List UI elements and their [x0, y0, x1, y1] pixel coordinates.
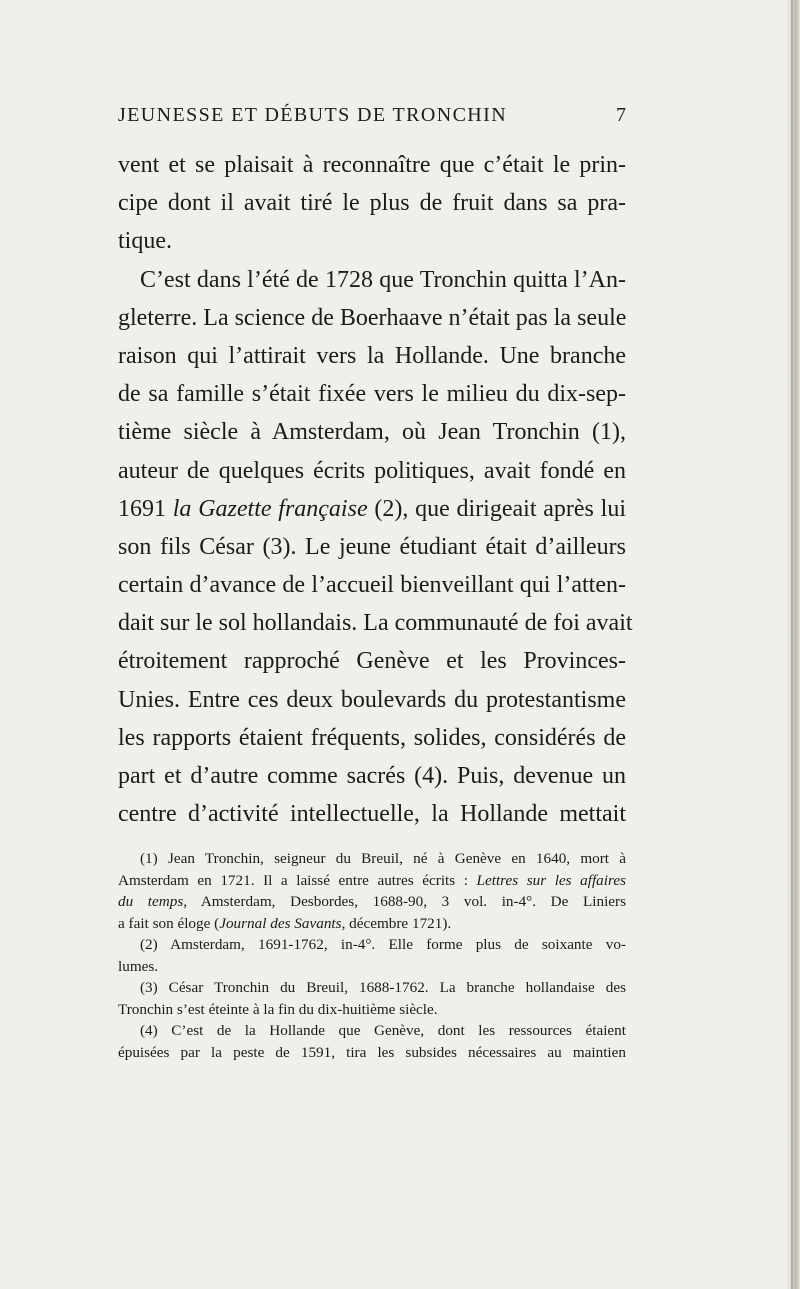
page-header	[118, 104, 626, 140]
text-line: certain d’avance de l’accueil bienveillant qui l’atten-	[118, 572, 626, 599]
text-line: Unies. Entre ces deux boulevards du protestantisme	[118, 686, 626, 713]
footnotes	[118, 848, 626, 1063]
footnote-line	[118, 870, 626, 892]
text-segment: a fait son éloge (	[118, 914, 220, 932]
text-line: les rapports étaient fréquents, solides, considérés de	[118, 724, 626, 751]
text-line: tique.	[118, 228, 172, 255]
footnote-line: (1) Jean Tronchin, seigneur du Breuil, né à Genève en 1640, mort à	[140, 850, 626, 867]
footnote-line: (4) C’est de la Hollande que Genève, dont les ressources étaient	[140, 1022, 626, 1039]
text-line: de sa famille s’était fixée vers le milieu du dix-sep-	[118, 381, 626, 408]
text-segment: , décembre 1721).	[341, 914, 452, 932]
italic-title: Lettres sur les affaires	[476, 871, 626, 889]
text-line: son fils César (3). Le jeune étudiant était d’ailleurs	[118, 533, 626, 560]
italic-title: la Gazette française	[172, 495, 368, 522]
text-line: étroitement rapproché Genève et les Provinces-	[118, 648, 626, 675]
text-line: vent et se plaisait à reconnaître que c’était le prin-	[118, 152, 626, 178]
text-line: cipe dont il avait tiré le plus de fruit dans sa pra-	[118, 190, 626, 217]
footnote-line: lumes.	[118, 957, 159, 975]
text-line: part et d’autre comme sacrés (4). Puis, devenue un	[118, 763, 626, 789]
footnote-line: (2) Amsterdam, 1691-1762, in-4°. Elle forme plus de soixante vo-	[140, 936, 626, 953]
page-edge-line	[791, 0, 793, 1289]
footnote-line: (3) César Tronchin du Breuil, 1688-1762. La branche hollandaise des	[140, 979, 626, 996]
running-title: JEUNESSE ET DÉBUTS DE TRONCHIN	[118, 104, 508, 126]
text-segment: Amsterdam en 1721. Il a laissé entre autres écrits :	[118, 871, 477, 889]
text-line: C’est dans l’été de 1728 que Tronchin quitta l’An-	[140, 266, 626, 293]
text-segment: (2), que dirigeait après lui	[367, 495, 626, 522]
italic-title: Journal des Savants	[219, 914, 342, 932]
footnote-line: Tronchin s’est éteinte à la fin du dix-huitième siècle.	[118, 1000, 438, 1018]
text-line: raison qui l’attirait vers la Hollande. Une branche	[118, 342, 626, 369]
text-line: gleterre. La science de Boerhaave n’était pas la seule	[118, 304, 627, 331]
text-segment: , Amsterdam, Desbordes, 1688-90, 3 vol. in-4°. De Liniers	[183, 893, 627, 910]
italic-title: du temps	[118, 893, 184, 910]
footnote-line	[118, 913, 626, 935]
text-line: auteur de quelques écrits politiques, avait fondé en	[118, 457, 626, 484]
text-line	[118, 490, 626, 528]
text-line: centre d’activité intellectuelle, la Hollande mettait	[118, 801, 626, 828]
text-segment: 1691	[118, 495, 173, 522]
footnote-line	[118, 891, 626, 913]
page-number: 7	[616, 104, 626, 126]
footnote-line: épuisées par la peste de 1591, tira les subsides nécessaires au maintien	[118, 1043, 626, 1061]
page-right-edge	[786, 0, 800, 1289]
text-line: tième siècle à Amsterdam, où Jean Tronchin (1),	[118, 419, 626, 446]
main-text	[118, 146, 633, 833]
text-line: dait sur le sol hollandais. La communauté de foi avait	[118, 610, 633, 637]
